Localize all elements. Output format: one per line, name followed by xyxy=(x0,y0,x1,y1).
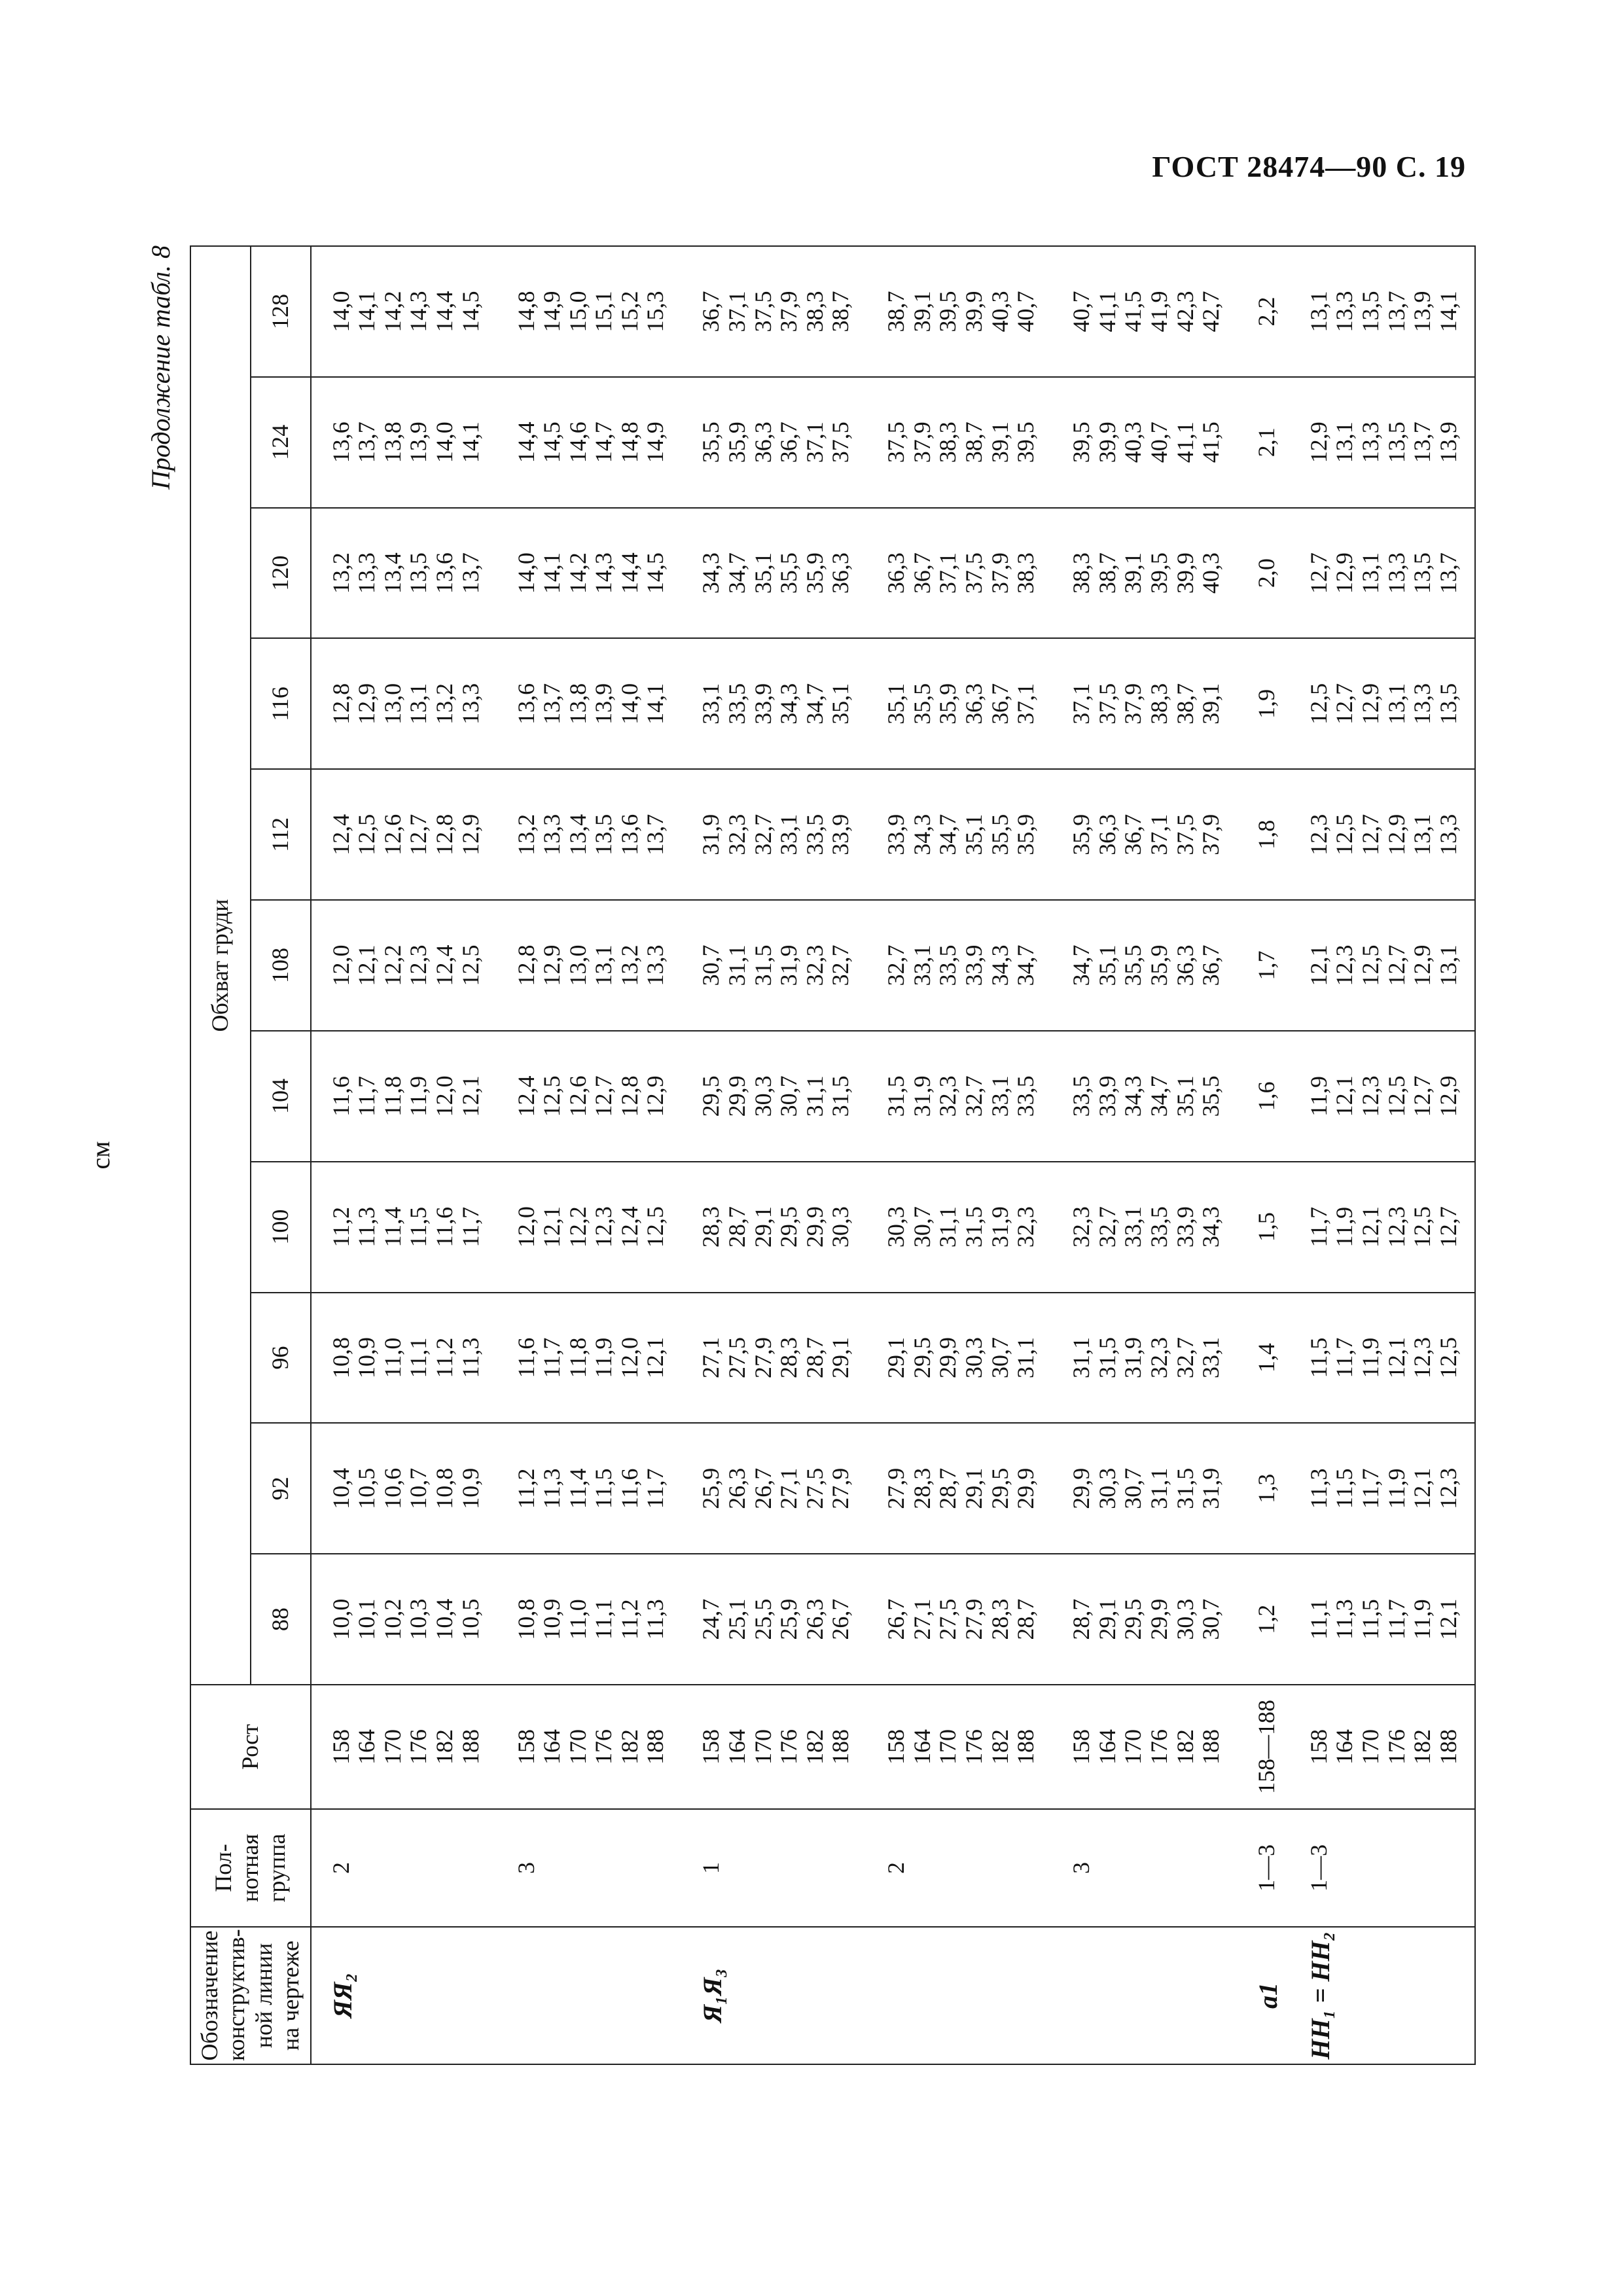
table-row xyxy=(1052,246,1237,2064)
value-cell-text: 11,7 11,9 12,1 12,3 12,5 12,7 xyxy=(1305,1206,1461,1248)
group-cell-text: 1—3 xyxy=(1253,1844,1280,1892)
value-cell-text: 34,7 35,1 35,5 35,9 36,3 36,7 xyxy=(1068,944,1224,986)
designation-header: Обозначение конструктив-ной линии на чертеже xyxy=(190,1927,311,2064)
value-cell-text: 12,5 12,7 12,9 13,1 13,3 13,5 xyxy=(1305,683,1461,725)
value-cell-text: 11,6 11,7 11,8 11,9 12,0 12,1 xyxy=(512,1336,669,1378)
value-cell-text: 1,6 xyxy=(1253,1081,1280,1111)
designation-cell xyxy=(866,1927,1052,2064)
value-cell-text: 1,8 xyxy=(1253,819,1280,850)
value-cell xyxy=(311,1031,497,1162)
group-header: Пол-нотная группа xyxy=(190,1809,311,1927)
continuation-label: Продолжение табл. 8 xyxy=(146,245,175,490)
value-cell-text: 10,8 10,9 11,0 11,1 11,2 11,3 xyxy=(327,1336,484,1378)
measurement-table xyxy=(190,245,1476,2065)
value-cell xyxy=(497,508,682,639)
value-cell xyxy=(311,769,497,900)
value-cell-text: 30,3 30,7 31,1 31,5 31,9 32,3 xyxy=(883,1206,1039,1248)
group-cell xyxy=(1237,1809,1289,1927)
height-cell xyxy=(1052,1685,1237,1809)
chest-size-header: 96 xyxy=(251,1293,311,1424)
value-cell-text: 13,6 13,7 13,8 13,9 14,0 14,1 xyxy=(512,683,669,725)
chest-size-header: 116 xyxy=(251,639,311,770)
value-cell xyxy=(1237,1031,1289,1162)
value-cell xyxy=(1289,1554,1475,1685)
value-cell-text: 12,8 12,9 13,0 13,1 13,2 13,3 xyxy=(327,683,484,725)
value-cell-text: 13,6 13,7 13,8 13,9 14,0 14,1 xyxy=(327,422,484,463)
value-cell-text: 10,0 10,1 10,2 10,3 10,4 10,5 xyxy=(327,1598,484,1640)
group-cell-text: 3 xyxy=(512,1862,539,1874)
designation-cell xyxy=(311,1927,497,2064)
value-cell-text: 12,4 12,5 12,6 12,7 12,8 12,9 xyxy=(512,1075,669,1117)
value-cell-text: 36,3 36,7 37,1 37,5 37,9 38,3 xyxy=(883,552,1039,594)
value-cell-text: 11,3 11,5 11,7 11,9 12,1 12,3 xyxy=(1305,1467,1461,1509)
value-cell-text: 29,1 29,5 29,9 30,3 30,7 31,1 xyxy=(883,1336,1039,1378)
group-cell xyxy=(681,1809,866,1927)
value-cell xyxy=(497,377,682,508)
designation-cell xyxy=(1052,1927,1237,2064)
height-cell xyxy=(497,1685,682,1809)
group-cell xyxy=(866,1809,1052,1927)
value-cell-text: 12,0 12,1 12,2 12,3 12,4 12,5 xyxy=(327,944,484,986)
value-cell-text: 38,7 39,1 39,5 39,9 40,3 40,7 xyxy=(883,291,1039,332)
value-cell-text: 12,7 12,9 13,1 13,3 13,5 13,7 xyxy=(1305,552,1461,594)
height-cell-text: 158—188 xyxy=(1253,1700,1280,1794)
chest-size-header: 92 xyxy=(251,1423,311,1554)
value-cell xyxy=(1289,1423,1475,1554)
value-cell xyxy=(311,1423,497,1554)
value-cell xyxy=(1289,1162,1475,1293)
value-cell xyxy=(1237,1293,1289,1424)
height-cell-text: 158 164 170 176 182 188 xyxy=(327,1729,484,1765)
value-cell-text: 12,8 12,9 13,0 13,1 13,2 13,3 xyxy=(512,944,669,986)
chest-size-header: 108 xyxy=(251,900,311,1031)
unit-label: см xyxy=(86,1141,115,1170)
group-cell-text: 1 xyxy=(698,1862,724,1874)
value-cell xyxy=(681,1293,866,1424)
value-cell xyxy=(1237,1554,1289,1685)
value-cell xyxy=(311,246,497,377)
table-body xyxy=(311,246,1475,2064)
chest-size-header: 88 xyxy=(251,1554,311,1685)
chest-size-header: 124 xyxy=(251,377,311,508)
value-cell xyxy=(1237,246,1289,377)
height-cell xyxy=(311,1685,497,1809)
value-cell-text: 11,2 11,3 11,4 11,5 11,6 11,7 xyxy=(327,1206,484,1247)
table-row xyxy=(1237,246,1289,2064)
table-row xyxy=(311,246,497,2064)
value-cell xyxy=(681,769,866,900)
value-cell-text: 28,3 28,7 29,1 29,5 29,9 30,3 xyxy=(698,1206,854,1248)
value-cell-text: 34,3 34,7 35,1 35,5 35,9 36,3 xyxy=(698,552,854,594)
chest-size-header: 104 xyxy=(251,1031,311,1162)
value-cell-text: 14,0 14,1 14,2 14,3 14,4 14,5 xyxy=(327,291,484,332)
value-cell-text: 39,5 39,9 40,3 40,7 41,1 41,5 xyxy=(1068,422,1224,463)
value-cell xyxy=(866,246,1052,377)
value-cell xyxy=(681,1031,866,1162)
value-cell-text: 14,8 14,9 15,0 15,1 15,2 15,3 xyxy=(512,291,669,332)
value-cell xyxy=(1237,639,1289,770)
height-cell-text: 158 164 170 176 182 188 xyxy=(512,1729,669,1765)
designation-cell-text: ЯЯ₂ xyxy=(327,1973,357,2018)
value-cell xyxy=(1289,900,1475,1031)
value-cell xyxy=(866,639,1052,770)
value-cell-text: 31,5 31,9 32,3 32,7 33,1 33,5 xyxy=(883,1075,1039,1117)
value-cell xyxy=(311,377,497,508)
value-cell-text: 10,4 10,5 10,6 10,7 10,8 10,9 xyxy=(327,1467,484,1509)
chest-size-header: 112 xyxy=(251,769,311,900)
value-cell-text: 14,0 14,1 14,2 14,3 14,4 14,5 xyxy=(512,552,669,594)
value-cell xyxy=(311,900,497,1031)
value-cell xyxy=(866,508,1052,639)
value-cell xyxy=(497,1554,682,1685)
value-cell xyxy=(1052,1293,1237,1424)
chest-header: Обхват груди xyxy=(190,246,251,1685)
value-cell xyxy=(681,639,866,770)
value-cell xyxy=(1052,246,1237,377)
value-cell xyxy=(497,1162,682,1293)
value-cell xyxy=(1237,508,1289,639)
value-cell xyxy=(866,1031,1052,1162)
value-cell xyxy=(1052,377,1237,508)
value-cell-text: 11,2 11,3 11,4 11,5 11,6 11,7 xyxy=(512,1468,669,1509)
designation-cell-text: Я₁Я₃ xyxy=(698,1968,728,2023)
height-cell-text: 158 164 170 176 182 188 xyxy=(883,1729,1039,1765)
header-row-top xyxy=(190,246,251,2064)
rotated-table-area xyxy=(86,245,1461,2065)
table-row xyxy=(681,246,866,2064)
value-cell xyxy=(497,900,682,1031)
value-cell xyxy=(866,1554,1052,1685)
chest-size-header: 120 xyxy=(251,508,311,639)
value-cell-text: 28,7 29,1 29,5 29,9 30,3 30,7 xyxy=(1068,1598,1224,1640)
value-cell xyxy=(681,1554,866,1685)
value-cell-text: 12,9 13,1 13,3 13,5 13,7 13,9 xyxy=(1305,422,1461,463)
height-cell xyxy=(1289,1685,1475,1809)
value-cell xyxy=(866,377,1052,508)
value-cell-text: 12,3 12,5 12,7 12,9 13,1 13,3 xyxy=(1305,814,1461,855)
value-cell-text: 27,1 27,5 27,9 28,3 28,7 29,1 xyxy=(698,1336,854,1378)
value-cell xyxy=(497,1293,682,1424)
value-cell-text: 13,2 13,3 13,4 13,5 13,6 13,7 xyxy=(327,552,484,594)
group-cell-text: 2 xyxy=(327,1862,354,1874)
height-cell xyxy=(681,1685,866,1809)
value-cell-text: 26,7 27,1 27,5 27,9 28,3 28,7 xyxy=(883,1598,1039,1640)
value-cell xyxy=(681,377,866,508)
value-cell xyxy=(497,639,682,770)
value-cell-text: 38,3 38,7 39,1 39,5 39,9 40,3 xyxy=(1068,552,1224,594)
value-cell-text: 35,1 35,5 35,9 36,3 36,7 37,1 xyxy=(883,683,1039,725)
value-cell-text: 1,5 xyxy=(1253,1212,1280,1242)
value-cell-text: 13,2 13,3 13,4 13,5 13,6 13,7 xyxy=(512,814,669,855)
value-cell-text: 30,7 31,1 31,5 31,9 32,3 32,7 xyxy=(698,944,854,986)
value-cell xyxy=(1237,900,1289,1031)
value-cell xyxy=(1289,377,1475,508)
value-cell xyxy=(1289,1031,1475,1162)
value-cell xyxy=(497,246,682,377)
value-cell-text: 14,4 14,5 14,6 14,7 14,8 14,9 xyxy=(512,422,669,463)
value-cell xyxy=(1289,246,1475,377)
value-cell-text: 11,9 12,1 12,3 12,5 12,7 12,9 xyxy=(1305,1075,1461,1117)
value-cell xyxy=(1237,769,1289,900)
value-cell-text: 12,1 12,3 12,5 12,7 12,9 13,1 xyxy=(1305,944,1461,986)
height-cell-text: 158 164 170 176 182 188 xyxy=(698,1729,854,1765)
value-cell-text: 35,5 35,9 36,3 36,7 37,1 37,5 xyxy=(698,422,854,463)
group-cell-text: 1—3 xyxy=(1305,1844,1332,1892)
value-cell-text: 1,3 xyxy=(1253,1473,1280,1503)
value-cell-text: 2,1 xyxy=(1253,427,1280,457)
value-cell-text: 35,9 36,3 36,7 37,1 37,5 37,9 xyxy=(1068,814,1224,855)
designation-cell xyxy=(1237,1927,1289,2064)
value-cell-text: 25,9 26,3 26,7 27,1 27,5 27,9 xyxy=(698,1467,854,1509)
value-cell-text: 11,6 11,7 11,8 11,9 12,0 12,1 xyxy=(327,1075,484,1117)
value-cell-text: 40,7 41,1 41,5 41,9 42,3 42,7 xyxy=(1068,291,1224,332)
value-cell-text: 31,1 31,5 31,9 32,3 32,7 33,1 xyxy=(1068,1336,1224,1378)
value-cell-text: 29,9 30,3 30,7 31,1 31,5 31,9 xyxy=(1068,1467,1224,1509)
group-cell-text: 3 xyxy=(1068,1862,1095,1874)
value-cell xyxy=(681,246,866,377)
designation-cell xyxy=(681,1927,866,2064)
value-cell xyxy=(497,1423,682,1554)
value-cell-text: 24,7 25,1 25,5 25,9 26,3 26,7 xyxy=(698,1598,854,1640)
value-cell xyxy=(1052,1031,1237,1162)
value-cell xyxy=(866,1162,1052,1293)
chest-size-header: 100 xyxy=(251,1162,311,1293)
group-cell xyxy=(1052,1809,1237,1927)
value-cell xyxy=(1237,377,1289,508)
value-cell-text: 32,3 32,7 33,1 33,5 33,9 34,3 xyxy=(1068,1206,1224,1248)
value-cell-text: 2,0 xyxy=(1253,558,1280,588)
height-cell-text: 158 164 170 176 182 188 xyxy=(1305,1729,1461,1765)
value-cell-text: 31,9 32,3 32,7 33,1 33,5 33,9 xyxy=(698,814,854,855)
value-cell-text: 12,4 12,5 12,6 12,7 12,8 12,9 xyxy=(327,814,484,855)
value-cell-text: 29,5 29,9 30,3 30,7 31,1 31,5 xyxy=(698,1075,854,1117)
value-cell xyxy=(1052,900,1237,1031)
value-cell-text: 1,9 xyxy=(1253,689,1280,719)
value-cell-text: 1,2 xyxy=(1253,1604,1280,1634)
value-cell xyxy=(866,1293,1052,1424)
value-cell-text: 33,1 33,5 33,9 34,3 34,7 35,1 xyxy=(698,683,854,725)
value-cell-text: 36,7 37,1 37,5 37,9 38,3 38,7 xyxy=(698,291,854,332)
value-cell xyxy=(681,1423,866,1554)
value-cell xyxy=(681,1162,866,1293)
designation-cell xyxy=(1289,1927,1475,2064)
value-cell xyxy=(1052,1423,1237,1554)
table-row xyxy=(866,246,1052,2064)
page-header: ГОСТ 28474—90 С. 19 xyxy=(1152,150,1466,183)
designation-cell-text: a1 xyxy=(1253,1982,1283,2009)
value-cell xyxy=(1289,1293,1475,1424)
value-cell xyxy=(497,769,682,900)
value-cell-text: 33,5 33,9 34,3 34,7 35,1 35,5 xyxy=(1068,1075,1224,1117)
chest-size-header: 128 xyxy=(251,246,311,377)
height-cell-text: 158 164 170 176 182 188 xyxy=(1068,1729,1224,1765)
value-cell xyxy=(1289,639,1475,770)
value-cell xyxy=(866,1423,1052,1554)
value-cell xyxy=(311,1162,497,1293)
value-cell-text: 37,1 37,5 37,9 38,3 38,7 39,1 xyxy=(1068,683,1224,725)
table-row xyxy=(1289,246,1475,2064)
value-cell-text: 32,7 33,1 33,5 33,9 34,3 34,7 xyxy=(883,944,1039,986)
designation-cell-text: HH₁ = HH₂ xyxy=(1305,1931,1335,2060)
value-cell xyxy=(1052,639,1237,770)
value-cell-text: 11,1 11,3 11,5 11,7 11,9 12,1 xyxy=(1305,1598,1461,1640)
value-cell xyxy=(311,1554,497,1685)
value-cell-text: 1,7 xyxy=(1253,950,1280,980)
value-cell-text: 11,5 11,7 11,9 12,1 12,3 12,5 xyxy=(1305,1336,1461,1378)
value-cell-text: 2,2 xyxy=(1253,296,1280,327)
table-row xyxy=(497,246,682,2064)
value-cell xyxy=(311,508,497,639)
height-header: Рост xyxy=(190,1685,311,1809)
value-cell-text: 27,9 28,3 28,7 29,1 29,5 29,9 xyxy=(883,1467,1039,1509)
height-cell xyxy=(1237,1685,1289,1809)
value-cell xyxy=(1052,1162,1237,1293)
group-cell xyxy=(497,1809,682,1927)
designation-cell xyxy=(497,1927,682,2064)
value-cell xyxy=(311,639,497,770)
group-cell xyxy=(311,1809,497,1927)
value-cell xyxy=(1289,769,1475,900)
value-cell xyxy=(681,508,866,639)
value-cell-text: 37,5 37,9 38,3 38,7 39,1 39,5 xyxy=(883,422,1039,463)
value-cell xyxy=(1052,1554,1237,1685)
value-cell-text: 1,4 xyxy=(1253,1342,1280,1372)
value-cell-text: 13,1 13,3 13,5 13,7 13,9 14,1 xyxy=(1305,291,1461,332)
value-cell-text: 33,9 34,3 34,7 35,1 35,5 35,9 xyxy=(883,814,1039,855)
value-cell xyxy=(1237,1162,1289,1293)
height-cell xyxy=(866,1685,1052,1809)
group-cell-text: 2 xyxy=(883,1862,910,1874)
value-cell xyxy=(866,769,1052,900)
value-cell xyxy=(311,1293,497,1424)
value-cell-text: 12,0 12,1 12,2 12,3 12,4 12,5 xyxy=(512,1206,669,1248)
value-cell xyxy=(1052,508,1237,639)
value-cell xyxy=(1237,1423,1289,1554)
value-cell xyxy=(866,900,1052,1031)
value-cell-text: 10,8 10,9 11,0 11,1 11,2 11,3 xyxy=(512,1598,669,1640)
value-cell xyxy=(1289,508,1475,639)
value-cell xyxy=(497,1031,682,1162)
group-cell xyxy=(1289,1809,1475,1927)
value-cell xyxy=(1052,769,1237,900)
value-cell xyxy=(681,900,866,1031)
